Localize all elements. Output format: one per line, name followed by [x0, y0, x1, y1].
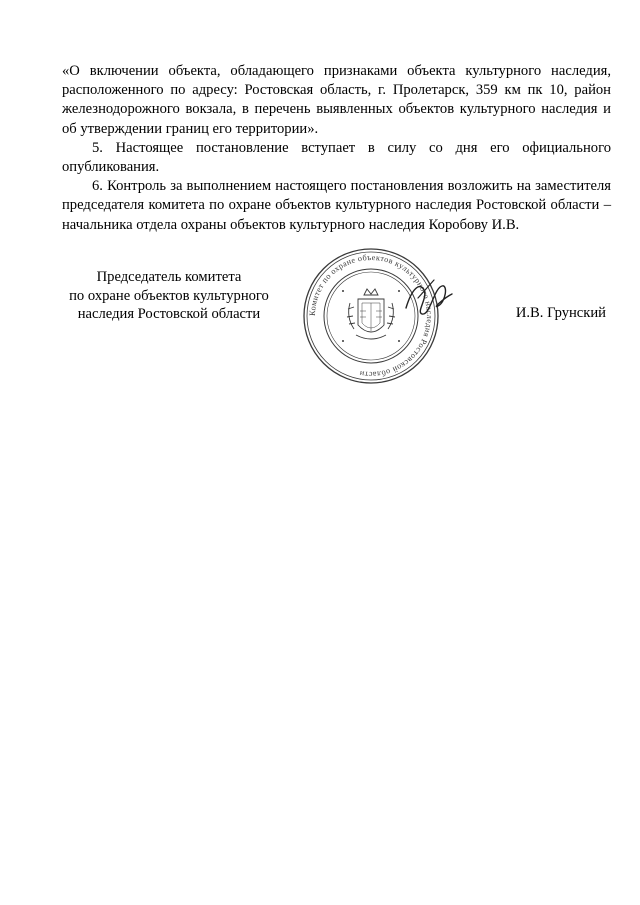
signatory-title-line-3: наследия Ростовской области — [77, 306, 261, 322]
signatory-title — [54, 268, 284, 324]
signatory-title-line-1: Председатель комитета — [96, 269, 242, 285]
handwritten-signature — [398, 268, 458, 328]
paragraph-item-6: 6. Контроль за выполнением настоящего постановления возложить на заместителя председателя комитета по охране объектов культурного наследия Ростовской области – начальника отдела охраны объектов культурного наследия Коробову И.В. — [62, 178, 611, 233]
seal-ring-text: Комитет по охране объектов культурного наследия Ростовской области — [307, 252, 435, 380]
paragraph-decree-title: «О включении объекта, обладающего признаками объекта культурного наследия, расположенного по адресу: Ростовская область, г. Пролетарск, 359 км пк 10, район железнодорожного вокзала, в перечень выявленных объектов культурного наследия и об утверждении границ его территории». — [62, 63, 611, 137]
signatory-title-line-2: по охране объектов культурного — [69, 287, 269, 304]
paragraph-item-5: 5. Настоящее постановление вступает в силу со дня его официального опубликования. — [62, 139, 611, 176]
signatory-name: И.В. Грунский — [515, 305, 606, 321]
document-body — [62, 62, 611, 235]
